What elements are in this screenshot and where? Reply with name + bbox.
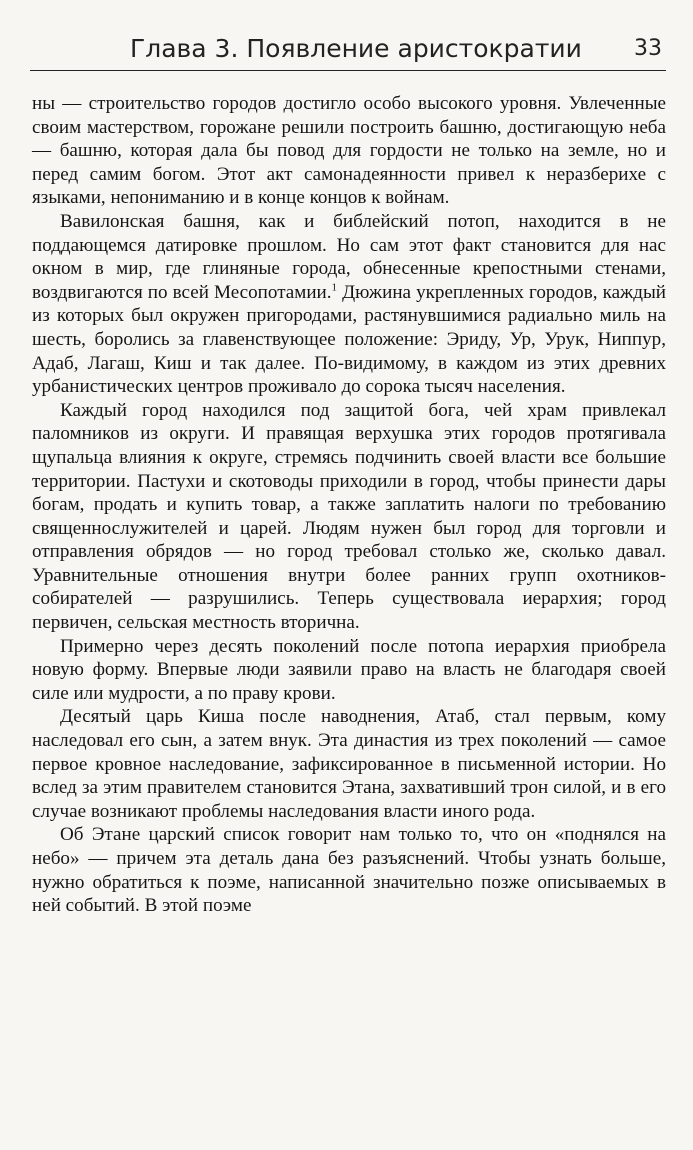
chapter-title: Глава 3. Появление аристократии	[130, 34, 582, 63]
body-text	[32, 92, 666, 918]
running-header	[30, 26, 666, 71]
paragraph-4: Примерно через десять поколений после потопа иерархия приобрела новую форму. Впервые люди заявили право на власть не благодаря своей силе или мудрости, а по праву крови.	[32, 635, 666, 704]
footnote-mark: 1	[331, 281, 338, 294]
paragraph-3: Каждый город находился под защитой бога, чей храм привлекал паломников из округи. И правящая верхушка этих городов протягивала щупальца влияния к округе, стремясь подчинить своей власти все большие территории. Пастухи и скотоводы приходили в город, чтобы принести дары богам, продать и купить товар, а также заплатить налоги по требованию священнослужителей и царей. Людям нужен был город для торговли и отправления обрядов — но город требовал столько же, сколько давал. Уравнительные отношения внутри более ранних групп охотников-собирателей — разрушились. Теперь существовала иерархия; город первичен, сельская местность вторична.	[32, 399, 666, 634]
page-number: 33	[634, 36, 662, 61]
paragraph-6: Об Этане царский список говорит нам только то, что он «поднялся на небо» — причем эта деталь дана без разъяснений. Чтобы узнать больше, нужно обратиться к поэме, написанной значительно позже описываемых в ней событий. В этой поэме	[32, 824, 666, 917]
paragraph-1: ны — строительство городов достигло особо высокого уровня. Увлеченные своим мастерством, горожане решили построить башню, достигающую неба — башню, которая дала бы повод для гордости не только на земле, но и перед самим богом. Этот акт самонадеянности привел к неразберихе с языками, непониманию и в конце концов к войнам.	[32, 93, 666, 209]
paragraph-2-continued: Дюжина укрепленных городов, каждый из которых был окружен пригородами, растянувшимися радиально миль на шесть, боролись за главенствующее положение: Эриду, Ур, Урук, Ниппур, Адаб, Лагаш, Киш и так далее. По-видимому, в каждом из этих древних урбанистических центров проживало до сорока тысяч населения.	[32, 281, 666, 398]
paragraph-2	[32, 210, 666, 399]
paragraph-5: Десятый царь Киша после наводнения, Атаб, стал первым, кому наследовал его сын, а затем внук. Эта династия из трех поколений — самое первое кровное наследование, зафиксированное в письменной истории. Но вслед за этим правителем становится Этана, захвативший трон силой, и в его случае возникают проблемы наследования власти иного рода.	[32, 706, 666, 822]
paragraph-2-text: Вавилонская башня, как и библейский потоп, находится в не поддающемся датировке прошлом. Но сам этот факт становится для нас окном в мир, где глиняные города, обнесенные крепостными стенами, воздвигаются по всей Месопотамии.	[32, 210, 666, 303]
